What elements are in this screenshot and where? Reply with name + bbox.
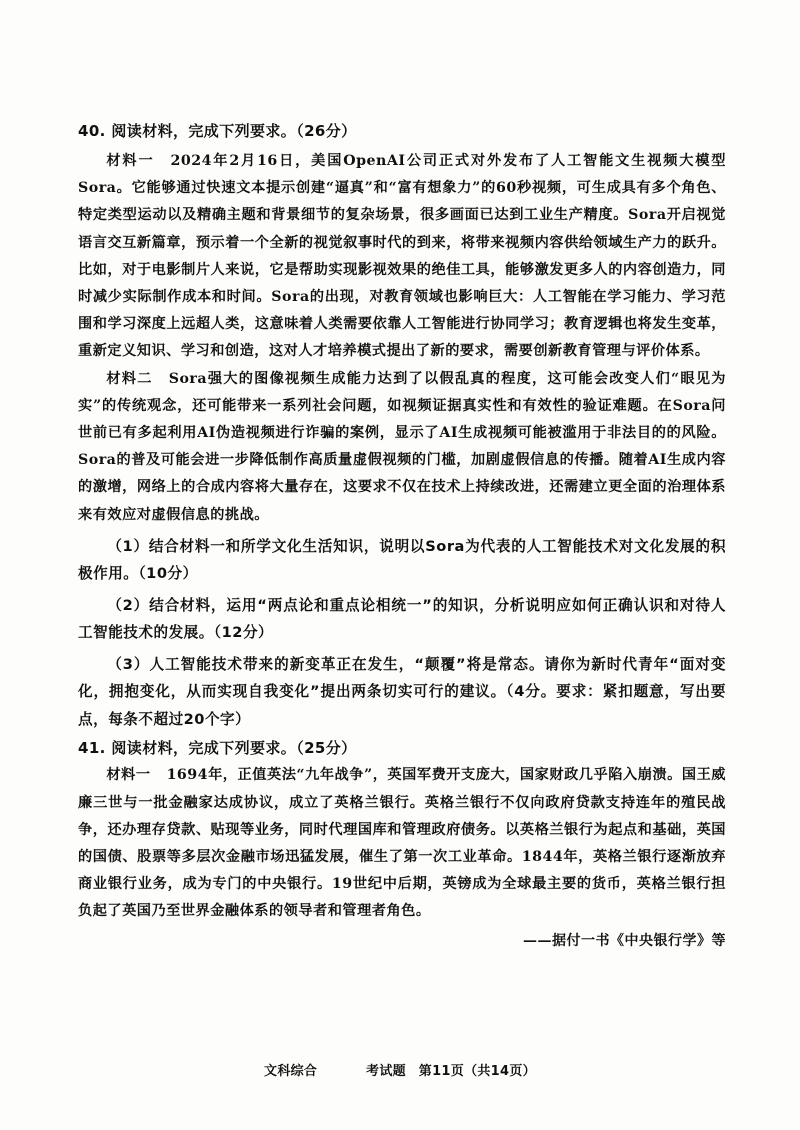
q40-material-1-label: 材料一 — [106, 153, 155, 169]
page-footer — [0, 1060, 800, 1079]
q40-sub-question-1: （1）结合材料一和所学文化生活知识，说明以Sora为代表的人工智能技术对文化发展的积极作用。（10分） — [78, 537, 726, 583]
footer-page-number: 第11页（共14页） — [418, 1064, 536, 1079]
q40-material-1 — [78, 148, 726, 366]
footer-exam-label: 考试题 — [366, 1064, 406, 1079]
q40-material-2 — [78, 366, 726, 529]
q41-material-1-label: 材料一 — [106, 767, 151, 784]
question-40-heading: 40. 阅读材料，完成下列要求。（26分） — [78, 122, 357, 140]
q40-sub-question-2: （2）结合材料，运用“两点论和重点论相统一”的知识，分析说明应如何正确认识和对待人工智能技术的发展。（12分） — [78, 596, 726, 642]
page-content — [78, 118, 726, 954]
question-41-heading: 41. 阅读材料，完成下列要求。（25分） — [78, 739, 357, 758]
q41-source-citation: ——据付一书《中央银行学》等 — [523, 932, 726, 949]
q40-material-2-label: 材料二 — [106, 370, 153, 387]
q40-sub-question-3: （3）人工智能技术带来的新变革正在发生，“颠覆”将是常态。请你为新时代青年“面对变化，拥抱变化，从而实现自我变化”提出两条切实可行的建议。（4分。要求：紧扣题意，写出要点，每条不超过20个字） — [78, 655, 726, 728]
footer-subject: 文科综合 — [264, 1064, 318, 1079]
q40-material-1-text: 2024年2月16日，美国OpenAI公司正式对外发布了人工智能文生视频大模型Sora。它能够通过快速文本提示创建“逼真”和“富有想象力”的60秒视频，可生成具有多个角色、特定类型运动以及精确主题和背景细节的复杂场景，很多画面已达到工业生产精度。Sora开启视觉语言交互新篇章，预示着一个全新的视觉叙事时代的到来，将带来视频内容供给领域生产力的跃升。比如，对于电影制片人来说，它是帮助实现影视效果的绝佳工具，能够激发更多人的内容创造力，同时减少实际制作成本和时间。Sora的出现，对教育领域也影响巨大：人工智能在学习能力、学习范围和学习深度上远超人类，这意味着人类需要依靠人工智能进行协同学习；教育逻辑也将发生变革，重新定义知识、学习和创造，这对人才培养模式提出了新的要求，需要创新教育管理与评价体系。 — [78, 153, 726, 360]
q41-material-1-text: 1694年，正值英法“九年战争”，英国军费开支庞大，国家财政几乎陷入崩溃。国王威廉三世与一批金融家达成协议，成立了英格兰银行。英格兰银行不仅向政府贷款支持连年的殖民战争，还办理存贷款、贴现等业务，同时代理国库和管理政府债务。以英格兰银行为起点和基础，英国的国债、股票等多层次金融市场迅猛发展，催生了第一次工业革命。1844年，英格兰银行逐渐放弃商业银行业务，成为专门的中央银行。19世纪中后期，英镑成为全球最主要的货币，英格兰银行担负起了英国乃至世界金融体系的领导者和管理者角色。 — [78, 767, 726, 920]
q41-material-1 — [78, 762, 726, 925]
q40-material-2-text: Sora强大的图像视频生成能力达到了以假乱真的程度，这可能会改变人们“眼见为实”的传统观念，还可能带来一系列社会问题，如视频证据真实性和有效性的验证难题。在Sora问世前已有多起利用AI伪造视频进行诈骗的案例，显示了AI生成视频可能被滥用于非法目的的风险。Sora的普及可能会进一步降低制作高质量虚假视频的门槛，加剧虚假信息的传播。随着AI生成内容的激增，网络上的合成内容将大量存在，这要求不仅在技术上持续改进，还需建立更全面的治理体系来有效应对虚假信息的挑战。 — [78, 370, 726, 523]
